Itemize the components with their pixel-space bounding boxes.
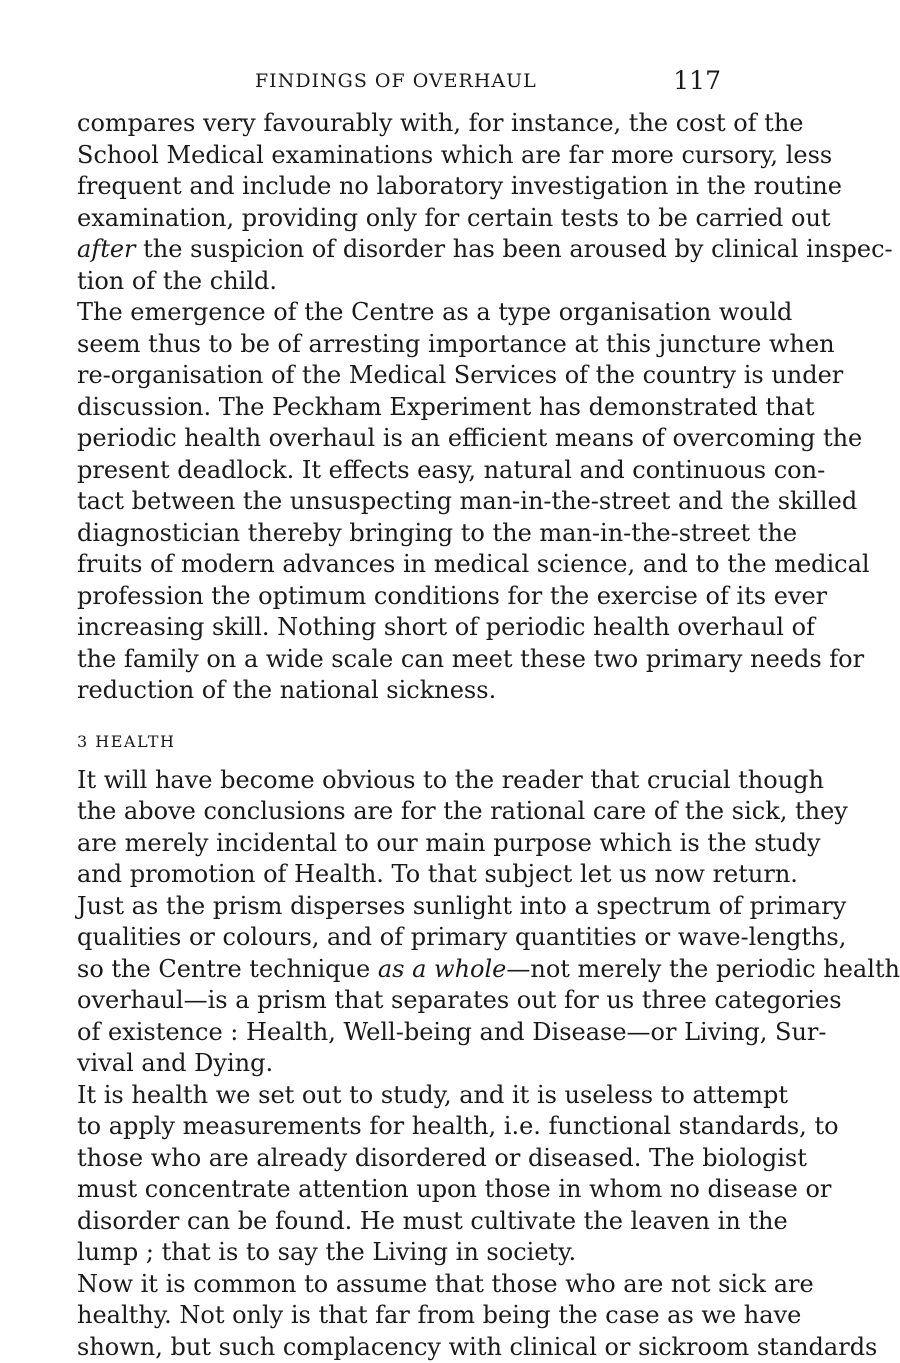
text-line: tact between the unsuspecting man-in-the-street and the skilled	[77, 486, 723, 518]
text-line: the above conclusions are for the rational care of the sick, they	[77, 796, 723, 828]
text-line: School Medical examinations which are far more cursory, less	[77, 140, 723, 172]
text-line: The emergence of the Centre as a type organisation would	[77, 297, 723, 329]
text-line: shown, but such complacency with clinical or sickroom standards	[77, 1332, 723, 1363]
text-line: seem thus to be of arresting importance at this juncture when	[77, 329, 723, 361]
text-line: It will have become obvious to the reader that crucial though	[77, 765, 723, 797]
text-line: periodic health overhaul is an efficient means of overcoming the	[77, 423, 723, 455]
text-line: healthy. Not only is that far from being the case as we have	[77, 1300, 723, 1332]
paragraph	[77, 1269, 723, 1363]
paragraph	[77, 765, 723, 891]
paragraph	[77, 108, 723, 297]
text-run: so the Centre technique	[77, 955, 378, 983]
italic-text: as a whole	[378, 955, 507, 983]
text-line: those who are already disordered or diseased. The biologist	[77, 1143, 723, 1175]
text-line: are merely incidental to our main purpose which is the study	[77, 828, 723, 860]
paragraph	[77, 1080, 723, 1269]
page-number: 117	[673, 66, 721, 95]
text-line: diagnostician thereby bringing to the man-in-the-street the	[77, 518, 723, 550]
text-line: discussion. The Peckham Experiment has demonstrated that	[77, 392, 723, 424]
text-line: disorder can be found. He must cultivate the leaven in the	[77, 1206, 723, 1238]
text-line: lump ; that is to say the Living in society.	[77, 1237, 723, 1269]
text-line: and promotion of Health. To that subject let us now return.	[77, 859, 723, 891]
text-line: Now it is common to assume that those who are not sick are	[77, 1269, 723, 1301]
text-line: compares very favourably with, for instance, the cost of the	[77, 108, 723, 140]
running-head: FINDINGS OF OVERHAUL	[255, 70, 537, 92]
text-line: of existence : Health, Well-being and Disease—or Living, Sur-	[77, 1017, 723, 1049]
paragraph	[77, 297, 723, 707]
text-line: Just as the prism disperses sunlight into a spectrum of primary	[77, 891, 723, 923]
section-heading: 3 HEALTH	[77, 723, 723, 761]
text-line: tion of the child.	[77, 266, 723, 298]
text-run: the suspicion of disorder has been aroused by clinical inspec-	[136, 235, 893, 263]
text-line	[77, 954, 723, 986]
body-text	[77, 108, 723, 1363]
text-line: fruits of modern advances in medical science, and to the medical	[77, 549, 723, 581]
page-header	[0, 66, 800, 100]
text-line: present deadlock. It effects easy, natural and continuous con-	[77, 455, 723, 487]
text-line: increasing skill. Nothing short of periodic health overhaul of	[77, 612, 723, 644]
text-run: —not merely the periodic health	[506, 955, 900, 983]
text-line	[77, 234, 723, 266]
italic-text: after	[77, 235, 136, 263]
text-line: vival and Dying.	[77, 1048, 723, 1080]
text-line: examination, providing only for certain tests to be carried out	[77, 203, 723, 235]
text-line: reduction of the national sickness.	[77, 675, 723, 707]
text-line: the family on a wide scale can meet these two primary needs for	[77, 644, 723, 676]
text-line: overhaul—is a prism that separates out for us three categories	[77, 985, 723, 1017]
text-line: qualities or colours, and of primary quantities or wave-lengths,	[77, 922, 723, 954]
paragraph	[77, 891, 723, 1080]
text-line: profession the optimum conditions for the exercise of its ever	[77, 581, 723, 613]
text-line: to apply measurements for health, i.e. functional standards, to	[77, 1111, 723, 1143]
text-line: re-organisation of the Medical Services of the country is under	[77, 360, 723, 392]
text-line: must concentrate attention upon those in whom no disease or	[77, 1174, 723, 1206]
text-line: frequent and include no laboratory investigation in the routine	[77, 171, 723, 203]
text-line: It is health we set out to study, and it is useless to attempt	[77, 1080, 723, 1112]
